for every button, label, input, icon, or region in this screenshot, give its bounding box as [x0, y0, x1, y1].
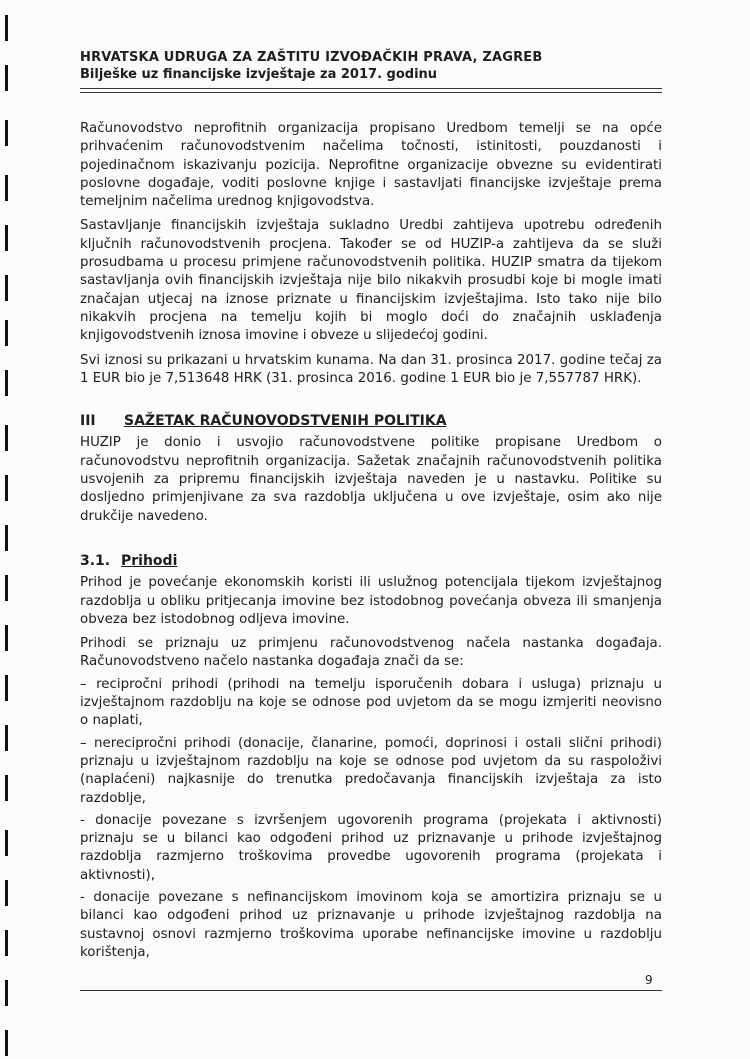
organization-name: HRVATSKA UDRUGA ZA ZAŠTITU IZVOĐAČKIH PRAVA, ZAGREB: [80, 50, 543, 65]
section-heading: [80, 412, 662, 430]
list-item: - donacije povezane s nefinancijskom imovinom koja se amortizira priznaju se u bilanci kao odgođeni prihod uz priznavanje u prihode izvještajnog razdoblja na sustavnoj osnovi razmjerno troškovima uporabe nefinancijske imovine u razdoblju korištenja,: [80, 889, 662, 960]
subsection-number: 3.1.: [80, 552, 111, 569]
subsection-title: Prihodi: [121, 552, 178, 569]
intro-paragraph: Sastavljanje financijskih izvještaja sukladno Uredbi zahtijeva upotrebu određenih ključnih računovodstvenih procjena. Također se od HUZIP-a zahtijeva da se služi prosudbama u procesu primjene računovodstvenih politika. HUZIP smatra da tijekom sastavljanja ovih financijskih izvještaja nije bilo nikakvih prosudbi koje bi mogle imati značajan utjecaj na iznose priznate u financijskim izvještajima. Isto tako nije bilo nikakvih procjena na temelju kojih bi moglo doći do značajnih usklađenja knjigovodstvenih iznosa imovine i obveze u slijedećoj godini.: [80, 218, 662, 344]
document-subtitle: Bilješke uz financijske izvještaje za 2017. godinu: [80, 67, 438, 82]
footer-rule: [80, 990, 662, 991]
section-title: SAŽETAK RAČUNOVODSTVENIH POLITIKA: [124, 413, 447, 430]
page-number: 9: [645, 973, 653, 987]
subsection-heading: [80, 552, 662, 570]
list-item: – recipročni prihodi (prihodi na temelju isporučenih dobara i usluga) priznaju u izvještajnom razdoblju na koje se odnose pod uvjetom da se mogu izmjeriti neovisno o naplati,: [80, 676, 662, 729]
header-rule-bottom: [80, 92, 662, 93]
page-body: [80, 120, 662, 966]
header-rule-top: [80, 88, 662, 89]
intro-paragraph: Svi iznosi su prikazani u hrvatskim kunama. Na dan 31. prosinca 2017. godine tečaj za 1 EUR bio je 7,513648 HRK (31. prosinca 2016. godine 1 EUR bio je 7,557787 HRK).: [80, 352, 662, 386]
list-item: – nerecipročni prihodi (donacije, članarine, pomoći, doprinosi i ostali slični prihodi) priznaju u izvještajnom razdoblju na koje se odnose pod uvjetom da su raspoloživi (naplaćeni) najkasnije do trenutka predočavanja financijskih izvještaja za isto razdoblje,: [80, 735, 662, 806]
intro-paragraph: Računovodstvo neprofitnih organizacija propisano Uredbom temelji se na opće prihvaćenim računovodstvenim načelima točnosti, istinitosti, pouzdanosti i pojedinačnom iskazivanju pozicija. Neprofitne organizacije obvezne su evidentirati poslovne događaje, voditi poslovne knjige i sastavljati financijske izvještaje prema temeljnim načelima urednog knjigovodstva.: [80, 121, 662, 210]
list-item: - donacije povezane s izvršenjem ugovorenih programa (projekata i aktivnosti) priznaju se u bilanci kao odgođeni prihod uz priznavanje u prihode izvještajnog razdoblja razmjerno troškovima provedbe ugovorenih programa (projekata i aktivnosti),: [80, 812, 662, 883]
section-paragraph: HUZIP je donio i usvojio računovodstvene politike propisane Uredbom o računovodstvu neprofitnih organizacija. Sažetak značajnih računovodstvenih politika usvojenih za pripremu financijskih izvještaja naveden je u nastavku. Politike su dosljedno primjenjivane za sva razdoblja uključena u ove izvještaje, osim ako nije drukčije navedeno.: [80, 435, 662, 524]
page-header: [80, 50, 660, 82]
section-number: III: [80, 413, 96, 430]
subsection-paragraph: Prihodi se priznaju uz primjenu računovodstvenog načela nastanka događaja. Računovodstveno načelo nastanka događaja znači da se:: [80, 636, 662, 670]
binding-holes: [0, 0, 14, 1059]
subsection-paragraph: Prihod je povećanje ekonomskih koristi ili uslužnog potencijala tijekom izvještajnog razdoblja u obliku pritjecanja imovine bez istodobnog povećanja obveza ili smanjenja obveza bez istodobnog odljeva imovine.: [80, 575, 662, 627]
